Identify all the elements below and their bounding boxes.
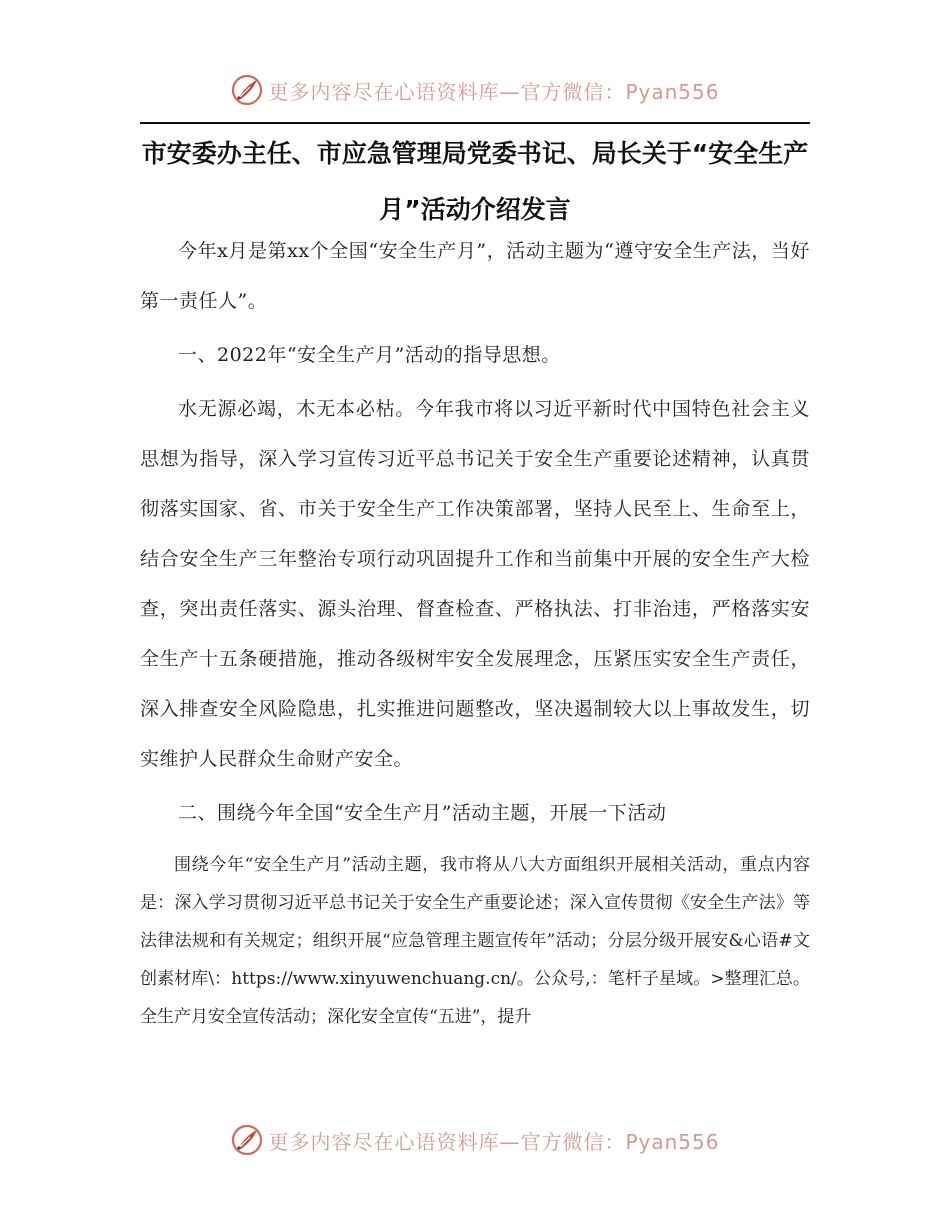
paragraph-guiding-thought: 水无源必竭，木无本必枯。今年我市将以习近平新时代中国特色社会主义思想为指导，深入学习宣传习近平总书记关于安全生产重要论述精神，认真贯彻落实国家、省、市关于安全生产工作决策部署，坚持人民至上、生命至上，结合安全生产三年整治专项行动巩固提升工作和当前集中开展的安全生产大检查，突出责任落实、源头治理、督查检查、严格执法、打非治违，严格落实安全生产十五条硬措施，推动各级树牢安全发展理念，压紧压实安全生产责任，深入排查安全风险隐患，扎实推进问题整改，坚决遏制较大以上事故发生，切实维护人民群众生命财产安全。 — [140, 398, 810, 770]
section-heading-1: 一、2022年“安全生产月”活动的指导思想。 — [178, 344, 561, 366]
quill-pen-logo-icon — [230, 1123, 264, 1157]
footer-watermark-banner — [0, 1120, 950, 1160]
quill-pen-logo-icon — [230, 73, 264, 107]
watermark-text: 更多内容尽在心语资料库—官方微信：Pyan556 — [268, 1129, 720, 1154]
section-heading-2: 二、围绕今年全国“安全生产月”活动主题，开展一下活动 — [178, 802, 667, 824]
header-watermark-banner — [0, 70, 950, 110]
paragraph-activities: 围绕今年“安全生产月”活动主题，我市将从八大方面组织开展相关活动，重点内容是：深入学习贯彻习近平总书记关于安全生产重要论述；深入宣传贯彻《安全生产法》等法律法规和有关规定；组织开展“应急管理主题宣传年”活动；分层分级开展安&心语#文创素材库\：https://www.xinyuwenchuang.cn/。公众号,：笔杆子星域。>整理汇总。全生产月安全宣传活动；深化安全宣传“五进”，提升 — [140, 855, 810, 1027]
header-divider — [140, 122, 810, 124]
document-body — [140, 226, 810, 1036]
document-title: 市安委办主任、市应急管理局党委书记、局长关于“安全生产月”活动介绍发言 — [141, 139, 809, 224]
watermark-text: 更多内容尽在心语资料库—官方微信：Pyan556 — [268, 79, 720, 104]
paragraph-intro: 今年x月是第xx个全国“安全生产月”，活动主题为“遵守安全生产法，当好第一责任人”。 — [140, 240, 810, 312]
